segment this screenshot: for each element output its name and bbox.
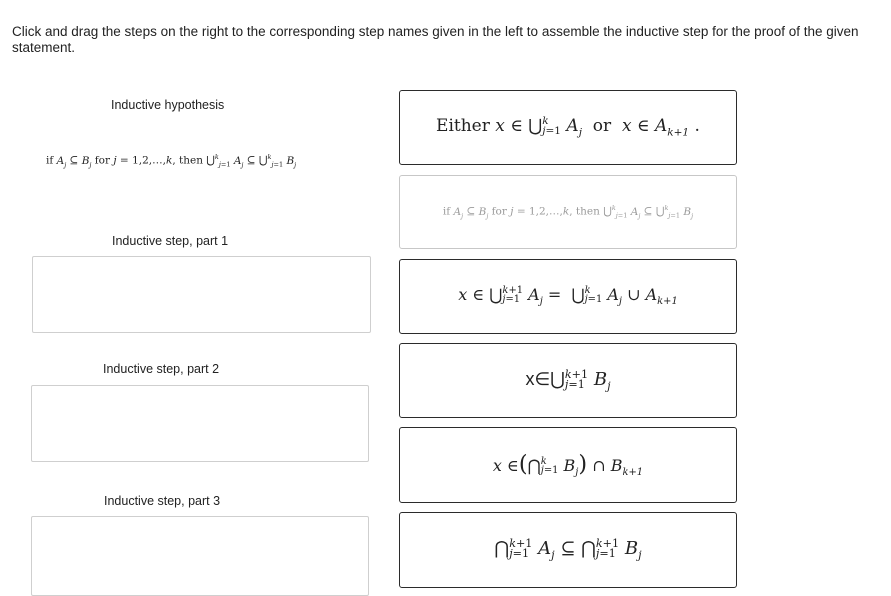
step-name-inductive-step-part-1: Inductive step, part 1: [112, 234, 229, 248]
draggable-step-card-5[interactable]: [399, 427, 737, 503]
draggable-step-card-3[interactable]: [399, 259, 737, 334]
card-5-math: x ∈(⋂ k j=1 $B_j$) ∩ $B_{k+1}$: [492, 451, 644, 479]
step-name-inductive-step-part-3: Inductive step, part 3: [104, 494, 221, 508]
instructions-text: Click and drag the steps on the right to the corresponding step names given in the left to assemble the inductive step for the proof of the given statement.: [12, 24, 859, 55]
draggable-step-card-2-used[interactable]: [399, 175, 737, 249]
dropzone-part-2[interactable]: [31, 385, 369, 462]
draggable-step-card-6[interactable]: [399, 512, 737, 588]
card-3-math: x ∈ ⋃ k+1 j=1 $A_j$ = ⋃ k j=1 $A_j$ ∪ $A_{k+1}$: [458, 284, 678, 308]
dropzone-part-3[interactable]: [31, 516, 369, 596]
draggable-step-card-4[interactable]: [399, 343, 737, 418]
placed-step-hypothesis[interactable]: if $A_j$ ⊆ $B_j$ for j = 1,2,…,k, then ⋃$^k_{j=1}$ $A_j$ ⊆ ⋃$^k_{j=1}$ $B_j$: [46, 153, 297, 169]
step-name-inductive-hypothesis: Inductive hypothesis: [111, 98, 225, 112]
step-name-inductive-step-part-2: Inductive step, part 2: [103, 362, 220, 376]
card-4-math: x∈⋃ k+1 j=1 $B_j$: [525, 367, 611, 393]
card-2-math: if $A_j$ ⊆ $B_j$ for j = 1,2,…,k, then ⋃$^k_{j=1}$ $A_j$ ⊆ ⋃$^k_{j=1}$ $B_j$: [442, 204, 694, 220]
dropzone-part-1[interactable]: [32, 256, 371, 333]
card-6-math: ⋂ k+1 j=1 $A_j$ ⊆ ⋂ k+1 j=1 $B_j$: [494, 537, 642, 562]
draggable-step-card-1[interactable]: [399, 90, 737, 165]
card-1-math: Either x ∈ ⋃ k j=1 $A_j$ or x ∈ $A_{k+1}$ .: [436, 115, 700, 139]
